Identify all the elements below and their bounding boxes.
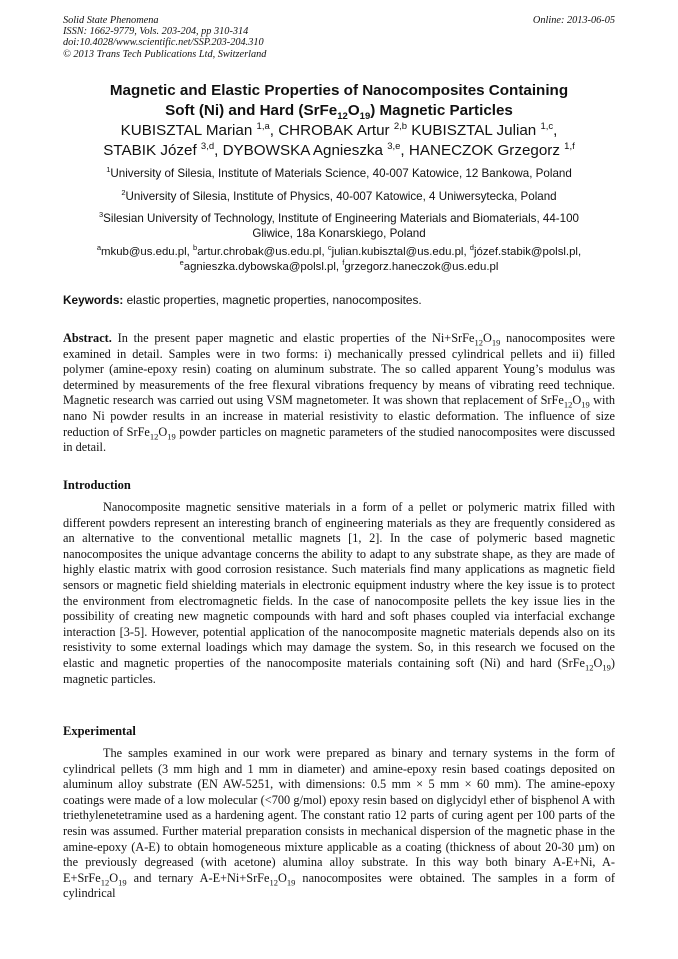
author-line-2: STABIK Józef $^{3,d}$, DYBOWSKA Agnieszka $^{3,e}$, HANECZOK Grzegorz $^{1,f}$	[103, 140, 575, 159]
keywords-label: Keywords:	[63, 293, 124, 307]
author: DYBOWSKA Agnieszka	[222, 142, 383, 159]
author-line-1: KUBISZTAL Marian $^{1,a}$, CHROBAK Artur $^{2,b}$ KUBISZTAL Julian $^{1,c}$,	[120, 120, 558, 139]
email-link[interactable]: józef.stabik@polsl.pl	[473, 246, 578, 258]
author: KUBISZTAL Marian	[120, 122, 253, 139]
abstract-label: Abstract.	[63, 331, 112, 345]
email-link[interactable]: mkub@us.edu.pl	[101, 246, 187, 258]
doi-line: doi:10.4028/www.scientific.net/SSP.203-204.310	[63, 37, 264, 49]
author-list	[63, 121, 615, 161]
title-line-1: Magnetic and Elastic Properties of Nanocomposites Containing	[109, 82, 569, 99]
email-link[interactable]: agnieszka.dybowska@polsl.pl	[183, 261, 336, 273]
email-link[interactable]: artur.chrobak@us.edu.pl	[197, 246, 322, 258]
author: STABIK Józef	[103, 142, 197, 159]
issn-line: ISSN: 1662-9779, Vols. 203-204, pp 310-314	[63, 26, 249, 38]
email-link[interactable]: julian.kubisztal@us.edu.pl	[331, 246, 464, 258]
introduction-paragraph: Nanocomposite magnetic sensitive materials in a form of a pellet or polymeric matrix filled with different powders represent an interesting branch of engineering materials as they are frequently considered as an alternative to the conventional metallic magnets [1, 2]. In the case of polymeric based magnetic nanocomposites the unique advantage concerns the ability to adapt to any substrate shape, as they are made of highly elastic matrix with good corrosion resistance. Such materials find many applications as magnetic field sensors or magnetic field shielding materials in electronic equipment industry where the key issue is to protect the environment from electromagnetic fields. In the case of nanocomposite pellets the key issue lies in the possibility of creating new magnetic compounds with hard and soft phases coupled via interfacial exchange interaction [3-5]. However, potential application of the nanocomposite magnetic materials depends also on its resistivity to some external loadings which may damage the system. So, in this research we focused on the elastic and magnetic properties of the nanocomposite materials containing soft (Ni) and hard $(SrFe_{12}O_{19})$ magnetic particles.	[63, 500, 615, 686]
section-heading-experimental: Experimental	[63, 724, 136, 738]
affiliation-2: $^2$University of Silesia, Institute of Physics, 40-007 Katowice, 4 Uniwersytecka, Poland	[121, 188, 557, 203]
affiliation-3: $^3$Silesian University of Technology, Institute of Engineering Materials and Biomaterials, 44-100 Gliwice, 18a Konarskiego, Poland	[99, 210, 579, 240]
author: KUBISZTAL Julian	[411, 122, 537, 139]
title-line-2: Soft (Ni) and Hard $(SrFe_{12}O_{19})$ Magnetic Particles	[165, 101, 513, 122]
section-heading-introduction: Introduction	[63, 478, 131, 492]
online-date: Online: 2013-06-05	[532, 15, 615, 26]
author: CHROBAK Artur	[278, 122, 390, 139]
journal-header	[63, 15, 615, 60]
email-line-1: $^a$mkub@us.edu.pl, $^b$artur.chrobak@us.edu.pl, $^c$julian.kubisztal@us.edu.pl, $^d$józef.stabik@polsl.pl,	[96, 243, 582, 258]
email-link[interactable]: grzegorz.haneczok@us.edu.pl	[344, 261, 499, 273]
email-list	[63, 245, 615, 275]
paper-title	[63, 81, 615, 120]
keywords-text: elastic properties, magnetic properties, nanocomposites.	[123, 293, 422, 307]
keywords	[63, 293, 615, 308]
abstract: Abstract. In the present paper magnetic and elastic properties of the $Ni+SrFe_{12}O_{19}$ nanocomposites were examined in detail. Samples were in two forms: i) mechanically pressed cylindrical pellets and ii) filled polymer (amine-epoxy resin) coating on aluminum substrate. The so called apparent Young’s modulus was determined by measurements of the free flexural vibrations frequency by means of vibrating reed technique. Magnetic research was carried out using VSM magnetometer. It was shown that replacement of $SrFe_{12}O_{19}$ with nano Ni powder results in an increase in material resistivity to elastic deformation. The influence of size reduction of $SrFe_{12}O_{19}$ powder particles on magnetic parameters of the studied nanocomposites were discussed in detail.	[63, 331, 616, 455]
journal-name: Solid State Phenomena	[63, 15, 159, 26]
affiliation-1: $^1$University of Silesia, Institute of Materials Science, 40-007 Katowice, 12 Bankowa, Poland	[106, 165, 572, 180]
author: HANECZOK Grzegorz	[408, 142, 560, 159]
experimental-paragraph: The samples examined in our work were prepared as binary and ternary systems in the form of cylindrical pellets (3 mm high and 1 mm in diameter) and amine-epoxy resin based coatings deposited on aluminum alloy substrate (EN AW-5251, with dimensions: 0.5 mm × 5 mm × 60 mm). The amine-epoxy coatings were made of a low molecular (<700 g/mol) epoxy resin based on diglycidyl ether of bisphenol A with triethylenetetramine used as a hardening agent. The constant ratio 12 parts of curing agent per 100 parts of the resin was assumed. Further material preparation consists in mechanical dispersion of the magnetic phase in the amine-epoxy (A-E) to obtain homogeneous mixture applicable as a coating (thickness of about 20-30 µm) on the previously degreased (with acetone) alumina alloy substrate. In this way both binary A-E+Ni, $A-E+SrFe_{12}O_{19}$ and ternary $A-E+Ni+SrFe_{12}O_{19}$ nanocomposites were obtained. The samples in a form of cylindrical	[63, 746, 615, 901]
copyright-line: © 2013 Trans Tech Publications Ltd, Switzerland	[63, 48, 267, 60]
email-line-2: $^e$agnieszka.dybowska@polsl.pl, $^f$grzegorz.haneczok@us.edu.pl	[179, 258, 499, 273]
